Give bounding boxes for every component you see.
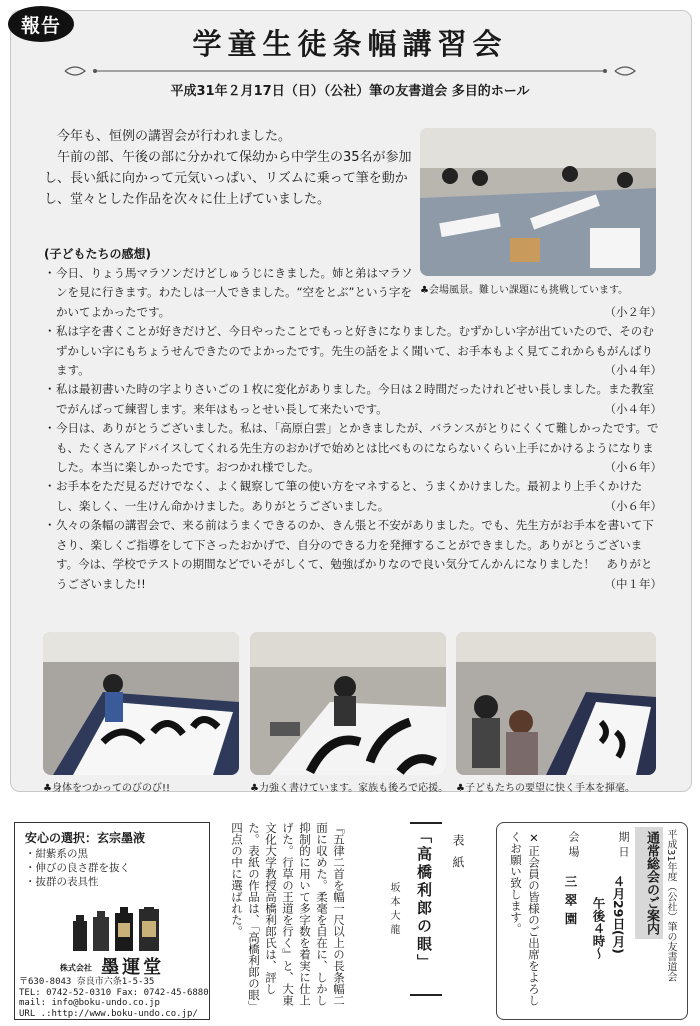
workshop-photo-2-image [250, 632, 446, 775]
ad-feature-list [25, 847, 130, 889]
cover-description [220, 822, 488, 1018]
comment-bullet: ・ [44, 324, 56, 339]
comment-bullet: ・ [44, 479, 56, 494]
comment-grade: （小４年） [604, 363, 662, 378]
ad-contact-info: 〒630-8043 奈良市六条1-5-35 TEL: 0742-52-0310 Fax: 0742-45-6880 mail: info@boku-undo.co.jp URL .:http://www.boku-undo.co.jp/ [19, 977, 209, 1019]
comment-grade: （中１年） [604, 576, 662, 591]
title-ornament [55, 62, 645, 80]
report-badge: 報告 [8, 6, 74, 42]
comment-bullet: ・ [44, 382, 56, 397]
workshop-photo-1-image [43, 632, 239, 775]
comment-text: 今日、りょう馬マラソンだけどしゅうじにきました。姉と弟はマラソンを見に行きます。わたしは一人できました。“空をとぶ”という字をかいてよかったです。 [56, 266, 413, 319]
notice-venue: 三翠園 [563, 875, 578, 931]
comments-list [44, 264, 662, 594]
general-meeting-notice [496, 822, 688, 1020]
cover-label: 表紙 [451, 834, 465, 878]
venue-photo [420, 128, 656, 276]
workshop-photo-1 [43, 632, 239, 775]
cover-author: 坂本大龍 [388, 882, 399, 938]
comment-item [44, 380, 662, 419]
ink-advertisement [14, 822, 210, 1020]
event-subtitle: 平成31年２月17日（日）（公社）筆の友書道会 多目的ホール [170, 84, 530, 99]
notice-organization: 平成31年度（公社）筆の友書道会 [665, 829, 676, 982]
comment-grade: （小６年） [604, 460, 662, 475]
comment-text: 私は最初書いた時の字よりさいごの１枚に変化がありました。今日は２時間だったけれどせい長しました。また教室でがんばって練習します。来年はもっとせい長して来たいです。 [56, 382, 654, 416]
ad-feature: ・紺紫系の黒 [25, 848, 88, 860]
ad-company-prefix: 株式会社 [59, 963, 92, 973]
workshop-photo-2-caption: ♣力強く書けています。家族も後ろで応援。 [250, 783, 449, 794]
intro-paragraph: 午前の部、午後の部に分かれて保幼から中学生の35名が参加し、長い紙に向かって元気いっぱい、リズムに乗って筆を動かし、堂々とした作品を次々に仕上げていました。 [44, 150, 412, 207]
comment-bullet: ・ [44, 518, 56, 533]
comment-bullet: ・ [44, 421, 56, 436]
comment-item [44, 516, 662, 594]
cover-title: 「高橋利郎の眼」 [415, 828, 433, 972]
ad-feature: ・伸びの良さ群を抜く [25, 862, 130, 874]
workshop-photo-3-image [456, 632, 656, 775]
notice-date: ４月29日(月) [611, 875, 626, 954]
page-title: 学童生徒条幅講習会 [192, 27, 508, 61]
ad-feature: ・抜群の表具性 [25, 876, 99, 888]
workshop-photo-3-caption: ♣子どもたちの要望に快く手本を揮毫。 [456, 783, 635, 794]
section-heading: (子どもたちの感想) [44, 247, 151, 261]
ad-title: 安心の選択：玄宗墨液 [25, 831, 146, 845]
workshop-photo-1-caption: ♣身体をつかってのびのび!! [43, 783, 170, 794]
comment-item [44, 264, 416, 322]
notice-venue-label: 会場 [567, 831, 580, 861]
comment-text: お手本をただ見るだけでなく、よく観察して筆の使い方をマネすると、うまくかけました。最初より上手くかけたし、楽しく、一生けん命かけました。ありがとうございました。 [56, 479, 643, 513]
intro-paragraph: 今年も、恒例の講習会が行われました。 [57, 129, 292, 144]
notice-message: ✕正会員の皆様のご出席をよろしくお願い致します。 [509, 831, 541, 1006]
ad-company: 墨運堂 [101, 957, 165, 978]
comment-item [44, 322, 662, 380]
cover-text: 『五律二首を幅一尺以上の長条幅二面に収めた。柔毫を自在に、しかし抑制的に用いて多字数を着実に仕上げた。行草の王道を行く』と、大東文化大学教授高橋利郎氏は、評した。表紙の作品は、「高橋利郎の眼」四点の中に選ばれた。 [230, 822, 346, 1006]
comment-item [44, 477, 662, 516]
notice-date-label: 期日 [617, 831, 630, 861]
intro-text [44, 126, 414, 210]
workshop-photo-3 [456, 632, 656, 775]
comment-grade: （小４年） [604, 401, 662, 416]
comment-bullet: ・ [44, 266, 56, 280]
comment-item [44, 419, 662, 477]
comment-text: 今日は、ありがとうございました。私は、「高原白雲」とかきましたが、バランスがとりにくくて難しかったです。でも、たくさんアドバイスしてくれる先生方のおかげで始めとは比べものにならないくらい上手にかけるようになりました。本当に楽しかったです。おつかれ様でした。 [56, 421, 659, 475]
ink-bottles-image [65, 907, 165, 953]
comment-grade: （小２年） [604, 304, 662, 319]
workshop-photo-2 [250, 632, 446, 775]
comment-grade: （小６年） [604, 498, 662, 513]
ad-company-name [15, 953, 209, 979]
comment-text: 私は字を書くことが好きだけど、今日やったことでもっと好きになりました。むずかしい字が出ていたので、そのむずかしい字にもちょうせんできたのでよかったです。先生の話をよく聞いて、お手本もよく見てこれからもがんばります。 [56, 324, 654, 378]
notice-heading: 通常総会のご案内 [635, 827, 663, 939]
venue-photo-image [420, 128, 656, 276]
venue-photo-caption: ♣会場風景。難しい課題にも挑戦しています。 [420, 285, 629, 296]
notice-time: 午後４時～ [591, 897, 606, 960]
comment-text: 久々の条幅の講習会で、来る前はうまくできるのか、きん張と不安がありました。でも、先生方がお手本を書いて下さり、楽しくご指導をして下さったおかげで、自分のできる力を発揮することができました。ありがとうございます。今は、学校でテストの期間などでいそがしくて、勉強ばかりなので良い気分てんかんになりました！ ありがとうございました!! [56, 518, 654, 591]
